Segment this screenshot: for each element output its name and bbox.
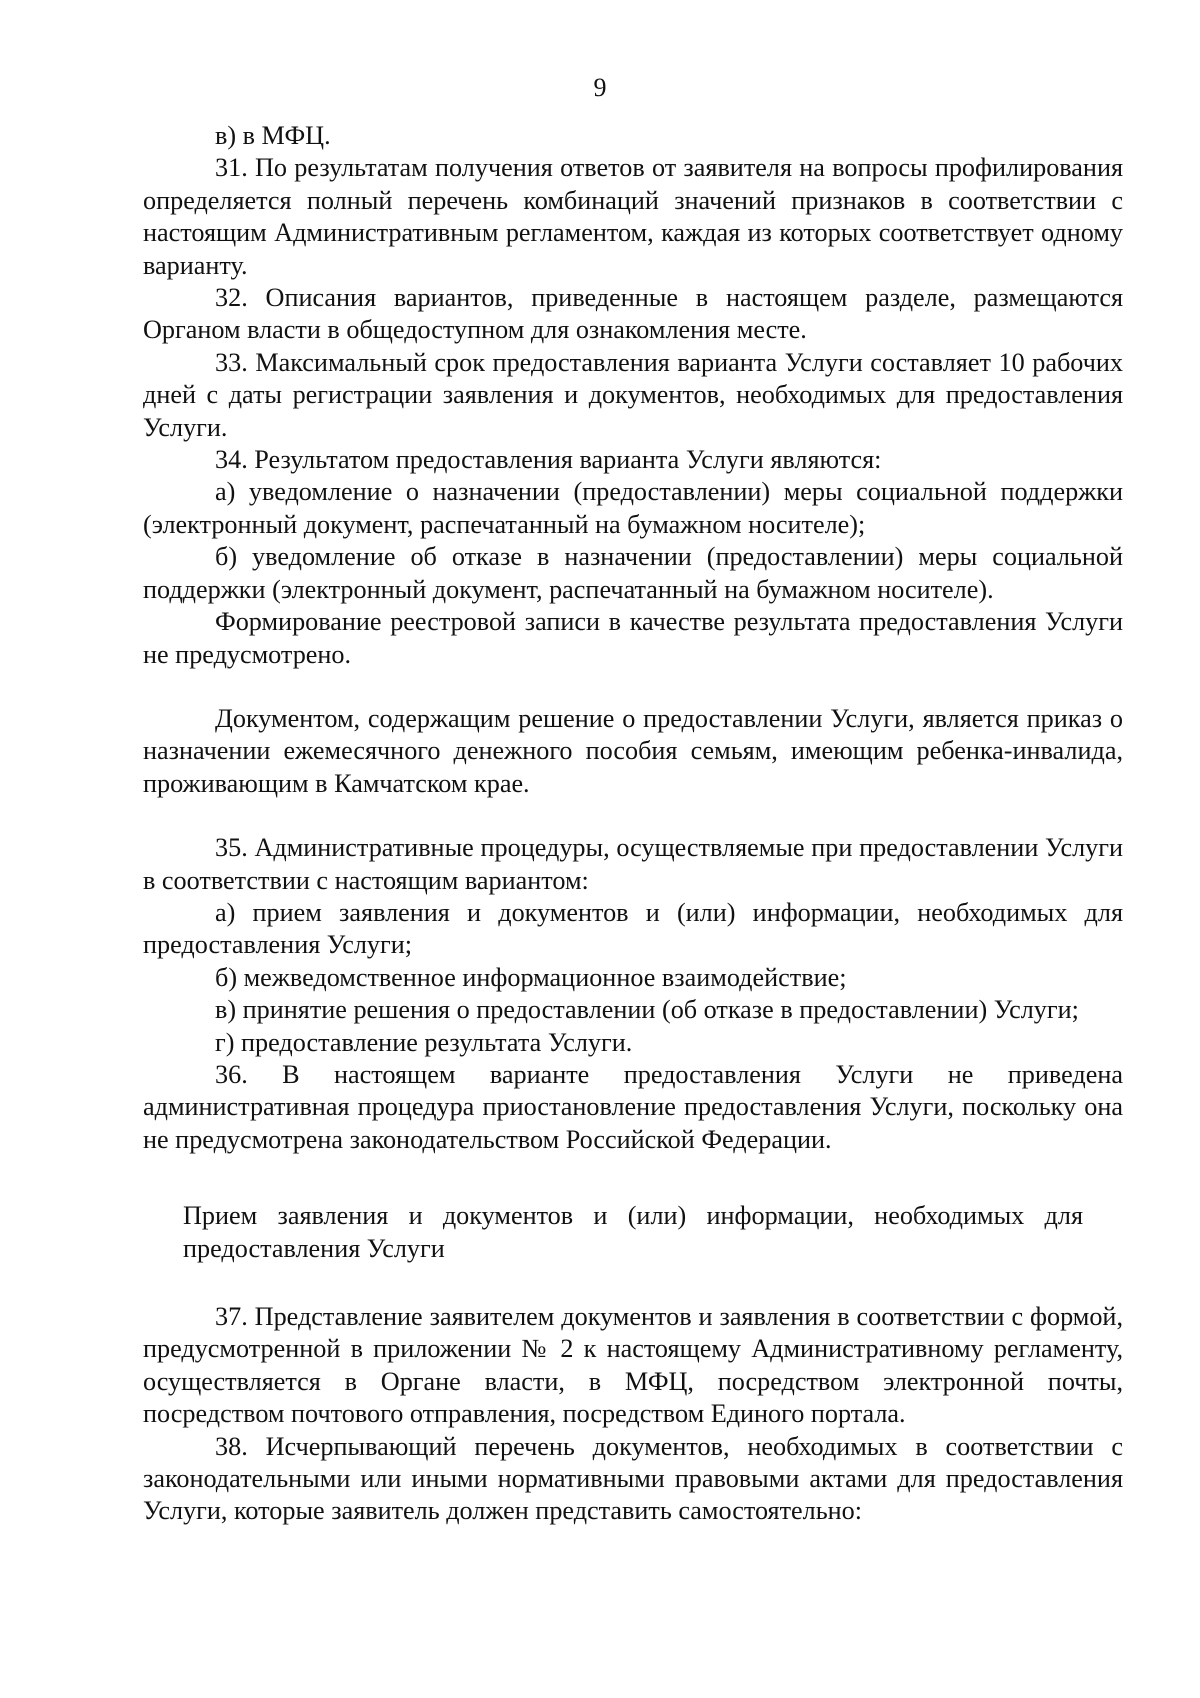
paragraph-35-b: б) межведомственное информационное взаимодействие; [215, 962, 847, 992]
paragraph-registry-note: Формирование реестровой записи в качестве результата предоставления Услуги не предусмотрено. [143, 607, 1123, 669]
paragraph-36: 36. В настоящем варианте предоставления Услуги не приведена административная процедура приостановление предоставления Услуги, поскольку она не предусмотрена законодательством Российской Федерации. [143, 1059, 1123, 1154]
paragraph-35-a: а) прием заявления и документов и (или) информации, необходимых для предоставления Услуги; [143, 897, 1123, 960]
paragraph-item-v: в) в МФЦ. [215, 121, 331, 150]
paragraph-32: 32. Описания вариантов, приведенные в настоящем разделе, размещаются Органом власти в общедоступном для ознакомления месте. [143, 283, 1123, 345]
paragraph-34: 34. Результатом предоставления варианта Услуги являются: [215, 445, 882, 475]
paragraph-35-g: г) предоставление результата Услуги. [215, 1027, 633, 1057]
section-heading: Прием заявления и документов и (или) информации, необходимых для предоставления Услуги [183, 1201, 1083, 1263]
page-number: 9 [593, 73, 607, 102]
paragraph-decision-document: Документом, содержащим решение о предоставлении Услуги, является приказ о назначении ежемесячного денежного пособия семьям, имеющим ребенка-инвалида, проживающим в Камчатском крае. [143, 703, 1123, 798]
paragraph-33: 33. Максимальный срок предоставления варианта Услуги составляет 10 рабочих дней с даты регистрации заявления и документов, необходимых для предоставления Услуги. [143, 347, 1123, 442]
paragraph-37: 37. Представление заявителем документов и заявления в соответствии с формой, предусмотренной в приложении № 2 к настоящему Административному регламенту, осуществляется в Органе власти, в МФЦ, посредством электронной почты, посредством почтового отправления, посредством Единого портала. [143, 1302, 1123, 1429]
document-body [143, 120, 1123, 1528]
paragraph-34-b: б) уведомление об отказе в назначении (предоставлении) меры социальной поддержки (электронный документ, распечатанный на бумажном носителе). [143, 542, 1123, 604]
paragraph-35-v: в) принятие решения о предоставлении (об отказе в предоставлении) Услуги; [215, 995, 1079, 1025]
paragraph-34-a: а) уведомление о назначении (предоставлении) меры социальной поддержки (электронный документ, распечатанный на бумажном носителе); [143, 477, 1123, 539]
paragraph-35: 35. Административные процедуры, осуществляемые при предоставлении Услуги в соответствии с настоящим вариантом: [143, 833, 1123, 895]
paragraph-38: 38. Исчерпывающий перечень документов, необходимых в соответствии с законодательными или иными нормативными правовыми актами для предоставления Услуги, которые заявитель должен представить самостоятельно: [143, 1431, 1123, 1526]
paragraph-31: 31. По результатам получения ответов от заявителя на вопросы профилирования определяется полный перечень комбинаций значений признаков в соответствии с настоящим Административным регламентом, каждая из которых соответствует одному варианту. [143, 153, 1123, 280]
